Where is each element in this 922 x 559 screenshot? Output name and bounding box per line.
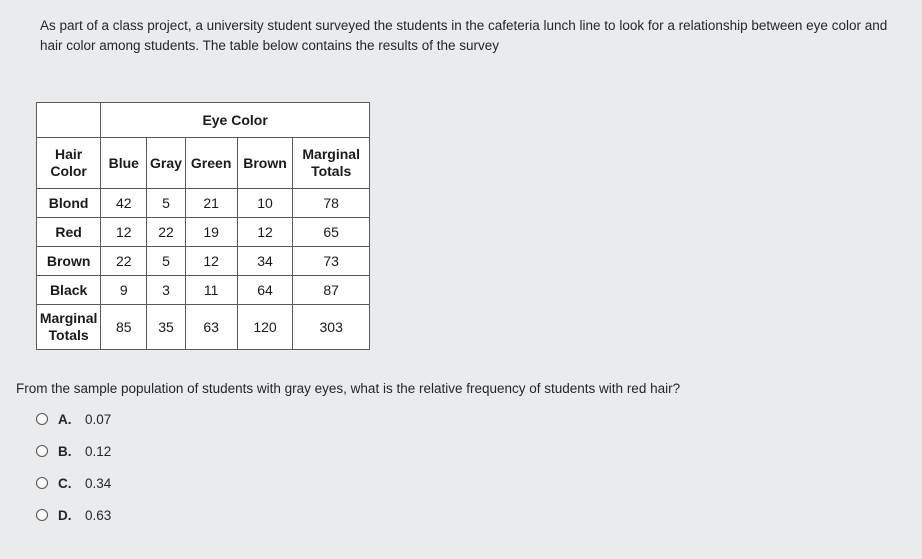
radio-button[interactable] xyxy=(36,477,48,489)
table-cell: 11 xyxy=(185,276,237,305)
row-label: Brown xyxy=(37,247,101,276)
table-cell: 22 xyxy=(101,247,147,276)
choice-value: 0.07 xyxy=(85,411,112,427)
table-corner-cell xyxy=(37,103,101,138)
table-cell: 5 xyxy=(147,247,185,276)
survey-results-table xyxy=(36,102,370,350)
table-cell: 35 xyxy=(147,305,185,350)
table-row xyxy=(37,276,370,305)
choice-letter: C. xyxy=(58,475,72,491)
table-cell: 12 xyxy=(101,218,147,247)
choice-value: 0.63 xyxy=(85,507,112,523)
table-cell: 85 xyxy=(101,305,147,350)
eye-color-group-header: Eye Color xyxy=(101,103,370,138)
radio-button[interactable] xyxy=(36,445,48,457)
column-header-gray: Gray xyxy=(147,138,185,189)
table-cell: 42 xyxy=(101,189,147,218)
choice-value: 0.12 xyxy=(85,443,112,459)
row-label: Red xyxy=(37,218,101,247)
problem-intro-text: As part of a class project, a university student surveyed the students in the cafeteria lunch line to look for a relationship between eye color and hair color among students. The table below contains the results of the survey xyxy=(40,18,888,53)
table-cell: 64 xyxy=(237,276,293,305)
column-header-blue: Blue xyxy=(101,138,147,189)
row-label: Blond xyxy=(37,189,101,218)
table-cell: 34 xyxy=(237,247,293,276)
table-cell: 5 xyxy=(147,189,185,218)
choice-a[interactable] xyxy=(36,403,111,435)
table-cell: 63 xyxy=(185,305,237,350)
choice-letter: B. xyxy=(58,443,72,459)
choice-d[interactable] xyxy=(36,499,111,531)
table-cell: 10 xyxy=(237,189,293,218)
table-row xyxy=(37,189,370,218)
table-cell: 9 xyxy=(101,276,147,305)
table-row xyxy=(37,247,370,276)
question-text: From the sample population of students with gray eyes, what is the relative frequency of students with red hair? xyxy=(16,381,681,396)
column-header-marginal-totals: Marginal Totals xyxy=(293,138,370,189)
row-label: Marginal Totals xyxy=(37,305,101,350)
table-row xyxy=(37,218,370,247)
table-cell: 12 xyxy=(185,247,237,276)
radio-button[interactable] xyxy=(36,509,48,521)
choice-b[interactable] xyxy=(36,435,111,467)
column-header-brown: Brown xyxy=(237,138,293,189)
table-cell: 303 xyxy=(293,305,370,350)
column-header-green: Green xyxy=(185,138,237,189)
table-cell: 87 xyxy=(293,276,370,305)
table-cell: 12 xyxy=(237,218,293,247)
table-cell: 21 xyxy=(185,189,237,218)
row-label: Black xyxy=(37,276,101,305)
table-cell: 65 xyxy=(293,218,370,247)
table-cell: 78 xyxy=(293,189,370,218)
table-cell: 120 xyxy=(237,305,293,350)
table-cell: 73 xyxy=(293,247,370,276)
table-row-totals xyxy=(37,305,370,350)
hair-color-header: Hair Color xyxy=(37,138,101,189)
choice-letter: A. xyxy=(58,411,72,427)
table-cell: 3 xyxy=(147,276,185,305)
choice-c[interactable] xyxy=(36,467,111,499)
choice-letter: D. xyxy=(58,507,72,523)
table-cell: 22 xyxy=(147,218,185,247)
table-cell: 19 xyxy=(185,218,237,247)
choice-value: 0.34 xyxy=(85,475,112,491)
answer-choices xyxy=(36,403,111,531)
radio-button[interactable] xyxy=(36,413,48,425)
